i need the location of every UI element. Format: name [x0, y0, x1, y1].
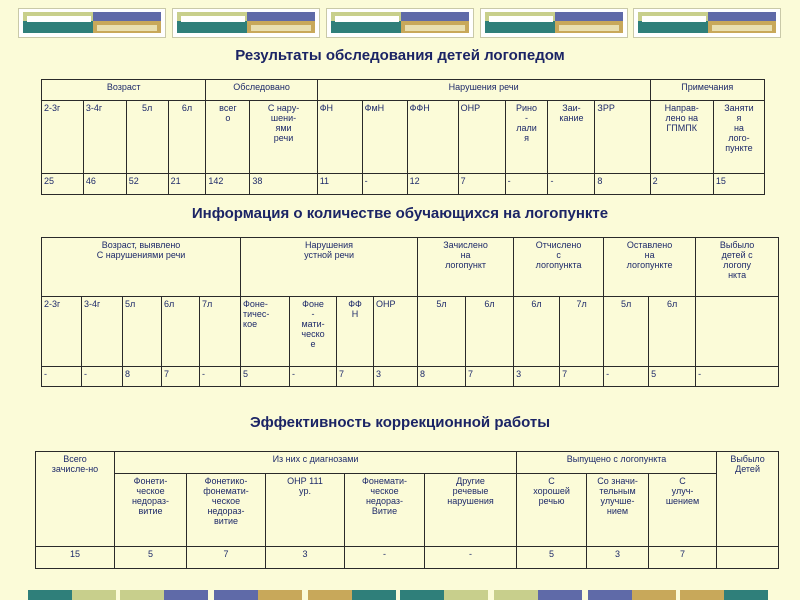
- table-cell: 7: [458, 174, 505, 195]
- col-header: Фонемати- ческое недораз- Витие: [345, 474, 425, 547]
- col-header: 5л: [604, 297, 649, 367]
- survey-results-table: [41, 79, 765, 195]
- table-cell: 7: [162, 367, 200, 387]
- header-diagnoses: Из них с диагнозами: [115, 452, 517, 474]
- title-students-info: Информация о количестве обучающихся на логопункте: [191, 205, 609, 222]
- col-header: Фоне - мати- ческо е: [290, 297, 337, 367]
- decorative-block: [633, 8, 781, 38]
- table-cell: 21: [168, 174, 206, 195]
- col-header: 3-4г: [83, 101, 126, 174]
- col-header: ОНР: [374, 297, 418, 367]
- col-header: [696, 297, 779, 367]
- table-cell: -: [200, 367, 241, 387]
- header-released: Выпущено с логопункта: [517, 452, 717, 474]
- table-cell: 8: [418, 367, 466, 387]
- decorative-strip: [308, 590, 396, 600]
- group-enrolled: Зачислено на логопункт: [418, 238, 514, 297]
- table-cell: 8: [595, 174, 650, 195]
- col-header: Заи- кание: [548, 101, 595, 174]
- col-header: ЗРР: [595, 101, 650, 174]
- table-cell: -: [505, 174, 548, 195]
- table-cell: 7: [187, 547, 266, 569]
- col-header: ФФ Н: [337, 297, 374, 367]
- decorative-strip: [120, 590, 208, 600]
- col-header: С хорошей речью: [517, 474, 587, 547]
- col-header: 6л: [168, 101, 206, 174]
- table-cell: 3: [266, 547, 345, 569]
- table-cell: 8: [123, 367, 162, 387]
- col-header: ФН: [317, 101, 362, 174]
- col-header: Другие речевые нарушения: [425, 474, 517, 547]
- table-cell: [717, 547, 779, 569]
- table-cell: 5: [517, 547, 587, 569]
- table-cell: -: [425, 547, 517, 569]
- correction-efficiency-table: [35, 451, 779, 569]
- col-header: Фонети- ческое недораз- витие: [115, 474, 187, 547]
- decorative-block: [326, 8, 474, 38]
- table-cell: 7: [337, 367, 374, 387]
- table-cell: 38: [250, 174, 317, 195]
- group-oral-speech-disorders: Нарушения устной речи: [241, 238, 418, 297]
- group-dropped-out: Выбыло детей с логопу нкта: [696, 238, 779, 297]
- col-header: 7л: [200, 297, 241, 367]
- header-dropped-out: Выбыло Детей: [717, 452, 779, 547]
- group-examined: Обследовано: [206, 80, 317, 101]
- table-row: [42, 174, 765, 195]
- table-cell: 3: [374, 367, 418, 387]
- table-cell: 15: [36, 547, 115, 569]
- table-cell: 5: [649, 367, 696, 387]
- decorative-strip: [400, 590, 488, 600]
- col-header: всег о: [206, 101, 250, 174]
- header-total-enrolled: Всего зачисле-но: [36, 452, 115, 547]
- group-speech-disorders: Нарушения речи: [317, 80, 650, 101]
- decorative-strip: [28, 590, 116, 600]
- table-cell: 25: [42, 174, 84, 195]
- col-header: 2-3г: [42, 297, 82, 367]
- decorative-block: [172, 8, 320, 38]
- col-header: Со значи- тельным улучше- нием: [587, 474, 649, 547]
- col-header: 2-3г: [42, 101, 84, 174]
- table-cell: -: [696, 367, 779, 387]
- table-cell: 46: [83, 174, 126, 195]
- col-header: ОНР: [458, 101, 505, 174]
- title-survey-results: Результаты обследования детей логопедом: [235, 47, 565, 64]
- col-header: 5л: [418, 297, 466, 367]
- table-cell: -: [345, 547, 425, 569]
- table-cell: 12: [407, 174, 458, 195]
- group-expelled: Отчислено с логопункта: [514, 238, 604, 297]
- decorative-block: [18, 8, 166, 38]
- students-info-table: [41, 237, 779, 387]
- table-cell: 3: [514, 367, 560, 387]
- col-header: С нару- шени- ями речи: [250, 101, 317, 174]
- group-retained: Оставлено на логопункте: [604, 238, 696, 297]
- table-cell: 2: [650, 174, 713, 195]
- table-cell: 7: [466, 367, 514, 387]
- col-header: 7л: [560, 297, 604, 367]
- table-row: [36, 547, 779, 569]
- col-header: ФФН: [407, 101, 458, 174]
- group-notes: Примечания: [650, 80, 764, 101]
- col-header: Направ- лено на ГПМПК: [650, 101, 713, 174]
- col-header: 5л: [123, 297, 162, 367]
- col-header: ФмН: [362, 101, 407, 174]
- table-cell: 5: [241, 367, 290, 387]
- table-cell: 52: [126, 174, 168, 195]
- col-header: 6л: [649, 297, 696, 367]
- table-cell: -: [82, 367, 123, 387]
- col-header: 6л: [162, 297, 200, 367]
- decorative-strip: [214, 590, 302, 600]
- decorative-strip: [494, 590, 582, 600]
- decorative-strip: [680, 590, 768, 600]
- decorative-block: [480, 8, 628, 38]
- group-age: Возраст: [42, 80, 206, 101]
- col-header: 5л: [126, 101, 168, 174]
- col-header: С улуч- шением: [649, 474, 717, 547]
- table-cell: 7: [560, 367, 604, 387]
- table-cell: 142: [206, 174, 250, 195]
- table-cell: 15: [713, 174, 764, 195]
- table-cell: -: [548, 174, 595, 195]
- col-header: 3-4г: [82, 297, 123, 367]
- table-cell: 7: [649, 547, 717, 569]
- table-cell: -: [290, 367, 337, 387]
- col-header: Заняти я на лого- пункте: [713, 101, 764, 174]
- col-header: 6л: [466, 297, 514, 367]
- table-cell: 5: [115, 547, 187, 569]
- table-cell: 3: [587, 547, 649, 569]
- table-cell: -: [42, 367, 82, 387]
- table-cell: -: [604, 367, 649, 387]
- col-header: 6л: [514, 297, 560, 367]
- table-cell: -: [362, 174, 407, 195]
- col-header: ОНР 111 ур.: [266, 474, 345, 547]
- table-cell: 11: [317, 174, 362, 195]
- col-header: Рино - лали я: [505, 101, 548, 174]
- col-header: Фонетико- фонемати- ческое недораз- витие: [187, 474, 266, 547]
- table-row: [42, 367, 779, 387]
- decorative-strip: [588, 590, 676, 600]
- col-header: Фоне- тичес- кое: [241, 297, 290, 367]
- group-age-detected: Возраст, выявлено С нарушениями речи: [42, 238, 241, 297]
- title-correction-efficiency: Эффективность коррекционной работы: [249, 414, 551, 431]
